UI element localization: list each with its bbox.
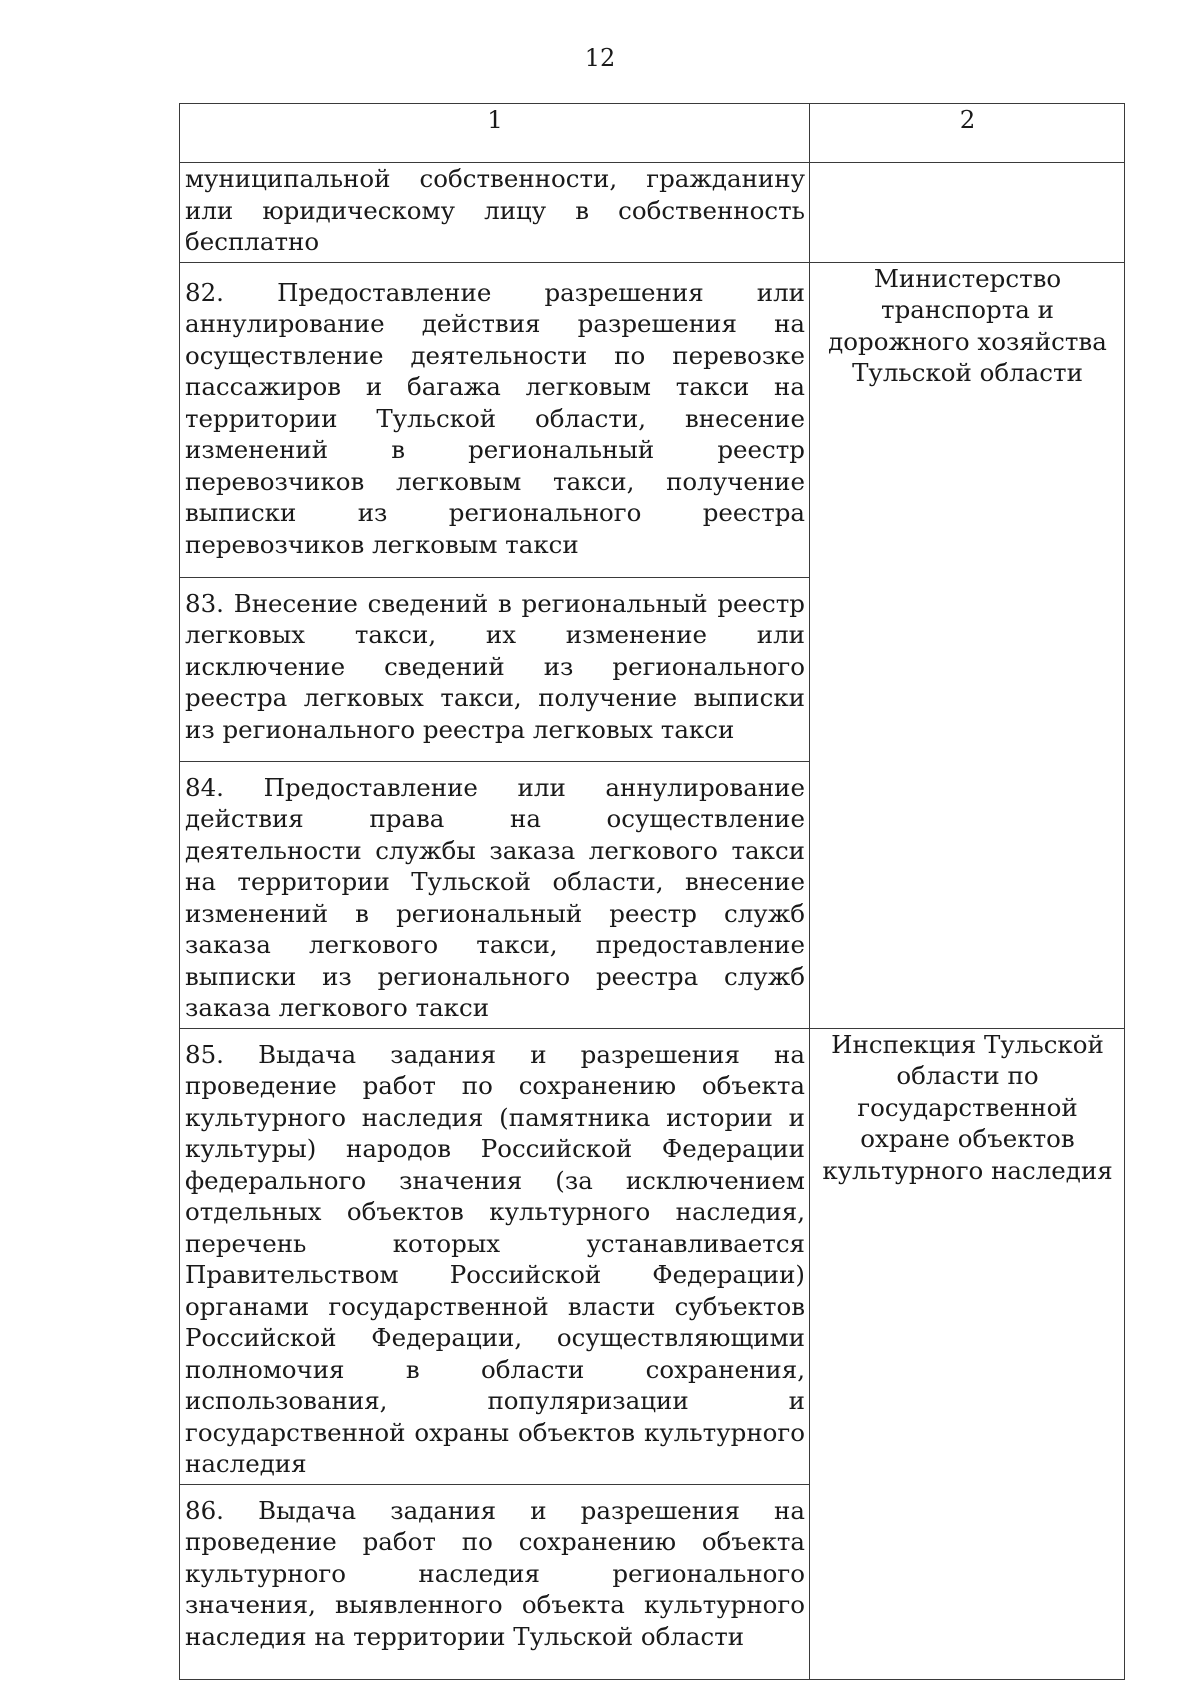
table-row (180, 163, 1125, 263)
table-row (180, 1028, 1125, 1484)
continuation-text: муниципальной собственности, гражданину или юридическому лицу в собственность бесплатно (180, 163, 810, 263)
table-row (180, 262, 1125, 577)
table-header-row (180, 104, 1125, 163)
column-header-2: 2 (810, 104, 1125, 163)
service-item-85: 85. Выдача задания и разрешения на проведение работ по сохранению объекта культурного наследия (памятника истории и культуры) народов Российской Федерации федерального значения (за исключением отдельных объектов культурного наследия, перечень которых устанавливается Правительством Российской Федерации) органами государственной власти субъектов Российской Федерации, осуществляющими полномочия в области сохранения, использования, популяризации и государственной охраны объектов культурного наследия (180, 1028, 810, 1484)
service-item-86: 86. Выдача задания и разрешения на проведение работ по сохранению объекта культурного наследия регионального значения, выявленного объекта культурного наследия на территории Тульской области (180, 1484, 810, 1679)
agency-transport: Министерство транспорта и дорожного хозяйства Тульской области (810, 262, 1125, 1028)
agency-heritage: Инспекция Тульской области по государственной охране объектов культурного наследия (810, 1028, 1125, 1679)
column-header-1: 1 (180, 104, 810, 163)
service-item-84: 84. Предоставление или аннулирование действия права на осуществление деятельности службы заказа легкового такси на территории Тульской области, внесение изменений в региональный реестр служб заказа легкового такси, предоставление выписки из регионального реестра служб заказа легкового такси (180, 761, 810, 1028)
empty-agency-cell (810, 163, 1125, 263)
service-item-82: 82. Предоставление разрешения или аннулирование действия разрешения на осуществление деятельности по перевозке пассажиров и багажа легковым такси на территории Тульской области, внесение изменений в региональный реестр перевозчиков легковым такси, получение выписки из регионального реестра перевозчиков легковым такси (180, 262, 810, 577)
page-number: 12 (584, 44, 616, 72)
service-item-83: 83. Внесение сведений в региональный реестр легковых такси, их изменение или исключение сведений из регионального реестра легковых такси, получение выписки из регионального реестра легковых такси (180, 577, 810, 761)
services-table (179, 103, 1125, 1680)
